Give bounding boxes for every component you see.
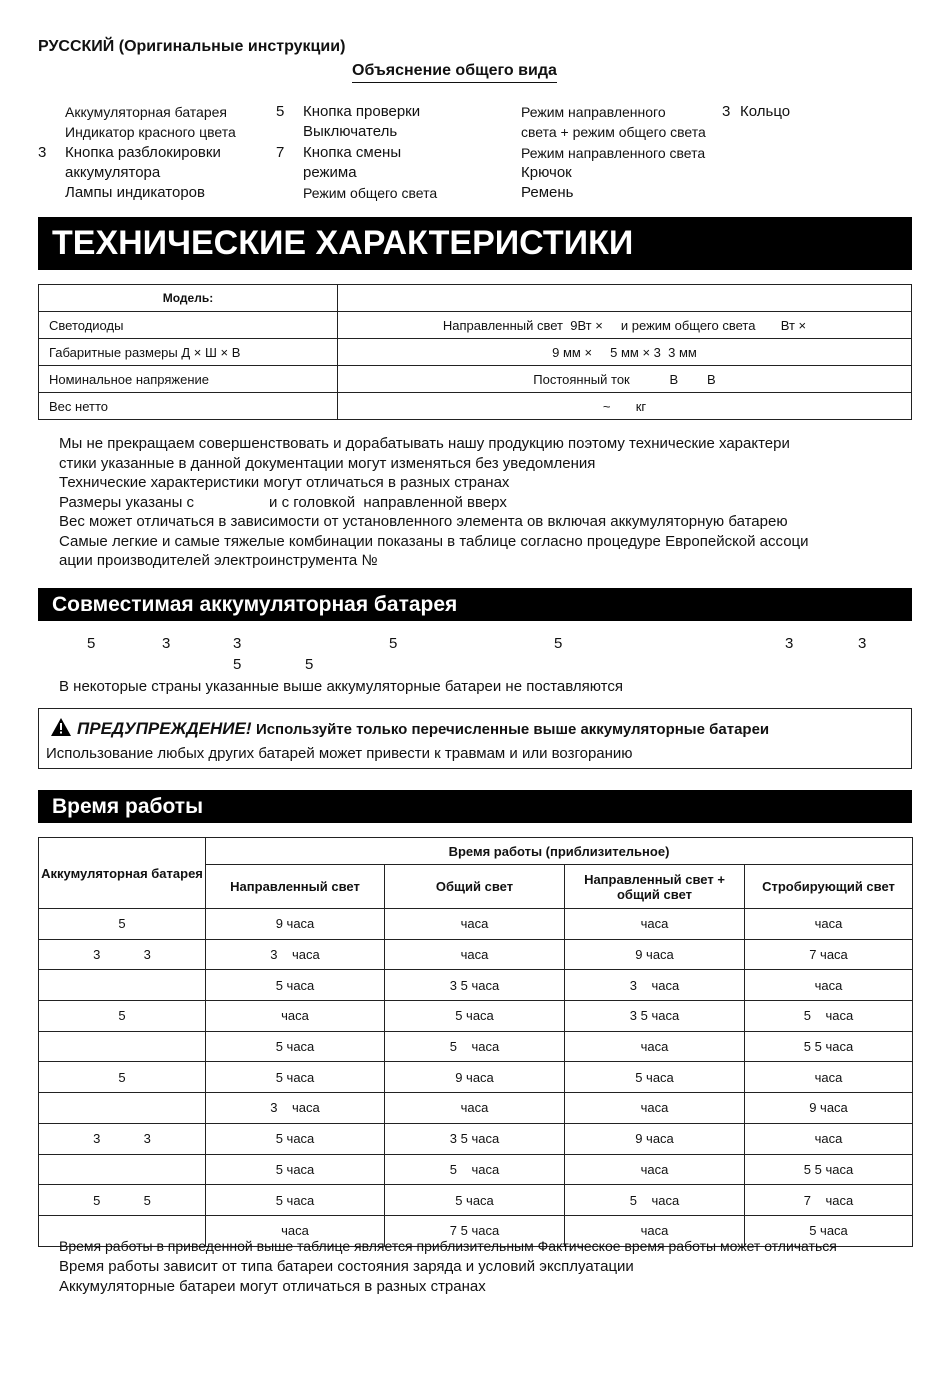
battery-cell <box>39 1154 206 1185</box>
runtime-cell: 5 5 часа <box>745 1154 913 1185</box>
warning-box <box>38 708 912 769</box>
table-row <box>39 366 912 393</box>
note-line: Размеры указаны с и с головкой направленной вверх <box>59 493 507 511</box>
spec-label: Модель: <box>39 285 338 312</box>
spec-value: 9 мм × 5 мм × 3 3 мм <box>338 339 912 366</box>
table-row <box>39 1123 913 1154</box>
spec-value <box>338 285 912 312</box>
battery-model-fragment: 3 <box>162 635 171 652</box>
part-label: Кнопка разблокировки <box>65 144 221 161</box>
table-row <box>39 1001 913 1032</box>
note-line: ации производителей электроинструмента № <box>59 552 378 569</box>
runtime-cell: 5 часа <box>206 1062 385 1093</box>
runtime-cell: 9 часа <box>565 1123 745 1154</box>
battery-cell: 5 <box>39 1062 206 1093</box>
runtime-cell: 5 часа <box>745 1001 913 1032</box>
table-row <box>39 312 912 339</box>
runtime-cell: часа <box>745 909 913 940</box>
table-row <box>39 1031 913 1062</box>
runtime-cell: часа <box>565 909 745 940</box>
runtime-cell: часа <box>385 939 565 970</box>
runtime-cell: часа <box>206 1001 385 1032</box>
battery-model-fragment: 3 <box>233 635 242 652</box>
runtime-notes <box>59 1236 837 1298</box>
part-label: Аккумуляторная батарея <box>65 104 227 120</box>
table-header-row <box>39 838 913 865</box>
general-view-subtitle: Объяснение общего вида <box>352 62 557 83</box>
runtime-cell: 5 часа <box>206 1185 385 1216</box>
runtime-cell: 5 часа <box>385 1001 565 1032</box>
battery-model-fragment: 5 <box>87 635 96 652</box>
runtime-cell: 7 часа <box>745 939 913 970</box>
part-label: Кольцо <box>740 103 791 120</box>
battery-cell: 5 5 <box>39 1185 206 1216</box>
note-line: Вес может отличаться в зависимости от установленного элемента ов включая аккумуляторную батарею <box>59 513 788 530</box>
part-number: 3 <box>38 144 47 161</box>
column-header: Направленный свет <box>206 865 385 909</box>
column-header: Общий свет <box>385 865 565 909</box>
note-line: Технические характеристики могут отличаться в разных странах <box>59 474 510 491</box>
spec-label: Номинальное напряжение <box>39 366 338 393</box>
table-row <box>39 939 913 970</box>
spec-label: Габаритные размеры Д × Ш × В <box>39 339 338 366</box>
runtime-cell: часа <box>745 970 913 1001</box>
table-row <box>39 1093 913 1124</box>
part-label: Кнопка проверки <box>303 103 421 120</box>
battery-cell: 3 3 <box>39 1123 206 1154</box>
column-header-group: Время работы (приблизительное) <box>206 838 913 865</box>
table-row <box>39 909 913 940</box>
part-label: Лампы индикаторов <box>65 184 205 201</box>
part-label: Индикатор красного цвета <box>65 124 236 140</box>
part-label: Режим направленного <box>521 104 666 120</box>
warning-triangle-icon <box>51 718 71 741</box>
runtime-cell: 9 часа <box>565 939 745 970</box>
runtime-cell: 3 часа <box>206 1093 385 1124</box>
battery-model-fragment: 5 <box>305 656 314 673</box>
runtime-cell: 5 часа <box>745 1215 913 1246</box>
runtime-cell: 3 часа <box>206 939 385 970</box>
battery-cell: 5 <box>39 1001 206 1032</box>
note-line: Мы не прекращаем совершенствовать и дорабатывать нашу продукцию поэтому технические характери <box>59 435 790 452</box>
part-label: Режим направленного света <box>521 145 706 161</box>
part-number: 3 <box>722 103 731 120</box>
table-row <box>39 1062 913 1093</box>
runtime-cell: часа <box>565 1093 745 1124</box>
battery-cell: 3 3 <box>39 939 206 970</box>
table-row <box>39 1185 913 1216</box>
runtime-cell: часа <box>385 909 565 940</box>
battery-heading: Совместимая аккумуляторная батарея <box>38 588 912 621</box>
part-label: Режим общего света <box>303 185 438 201</box>
warning-label: ПРЕДУПРЕЖДЕНИЕ! <box>77 719 252 738</box>
runtime-cell: 3 5 часа <box>385 1123 565 1154</box>
part-label: Кнопка смены <box>303 144 402 161</box>
specifications-table <box>38 284 912 420</box>
specifications-heading: ТЕХНИЧЕСКИЕ ХАРАКТЕРИСТИКИ <box>38 217 912 270</box>
part-label: Крючок <box>521 164 572 181</box>
runtime-cell: часа <box>385 1093 565 1124</box>
spec-label: Светодиоды <box>39 312 338 339</box>
runtime-cell: часа <box>565 1154 745 1185</box>
table-row <box>39 285 912 312</box>
note-line: Время работы зависит от типа батареи состояния заряда и условий эксплуатации <box>59 1257 634 1275</box>
battery-model-fragment: 3 <box>858 635 867 652</box>
column-header: Направленный свет + общий свет <box>565 865 745 909</box>
warning-text: Использование любых других батарей может привести к травмам и или возгоранию <box>46 745 633 762</box>
battery-cell: 5 <box>39 909 206 940</box>
battery-note: В некоторые страны указанные выше аккумуляторные батареи не поставляются <box>59 678 623 695</box>
runtime-cell: часа <box>565 1215 745 1246</box>
runtime-cell: 5 часа <box>206 1031 385 1062</box>
runtime-cell: 5 часа <box>385 1185 565 1216</box>
table-row <box>39 970 913 1001</box>
runtime-cell: 9 часа <box>206 909 385 940</box>
table-row <box>39 393 912 420</box>
runtime-cell: 7 5 часа <box>385 1215 565 1246</box>
note-line: стики указанные в данной документации могут изменяться без уведомления <box>59 454 596 472</box>
runtime-cell: 3 5 часа <box>565 1001 745 1032</box>
part-number: 7 <box>276 144 285 161</box>
note-line: Самые легкие и самые тяжелые комбинации показаны в таблице согласно процедуре Европейской ассоци <box>59 532 809 550</box>
battery-cell <box>39 1093 206 1124</box>
runtime-cell: 5 часа <box>385 1154 565 1185</box>
runtime-cell: 5 часа <box>206 1154 385 1185</box>
warning-bold-text: Используйте только перечисленные выше аккумуляторные батареи <box>255 721 770 738</box>
spec-label: Вес нетто <box>39 393 338 420</box>
warning-line <box>51 718 769 741</box>
part-label: Ремень <box>521 184 574 201</box>
runtime-cell: часа <box>745 1062 913 1093</box>
runtime-table <box>38 837 913 1247</box>
battery-model-fragment: 5 <box>554 635 563 652</box>
runtime-cell: 7 часа <box>745 1185 913 1216</box>
runtime-cell: 5 часа <box>385 1031 565 1062</box>
battery-model-fragment: 3 <box>785 635 794 652</box>
column-header-battery: Аккумуляторная батарея <box>39 838 206 909</box>
part-label: света + режим общего света <box>521 124 706 140</box>
battery-model-fragment: 5 <box>233 656 242 673</box>
runtime-cell: 5 часа <box>565 1185 745 1216</box>
spec-value: ~ кг <box>338 393 912 420</box>
runtime-cell: 5 5 часа <box>745 1031 913 1062</box>
runtime-cell: 5 часа <box>206 970 385 1001</box>
runtime-cell: 3 часа <box>565 970 745 1001</box>
note-line: Время работы в приведенной выше таблице является приблизительным Фактическое время работы может отличаться <box>59 1238 837 1254</box>
runtime-cell: часа <box>745 1123 913 1154</box>
table-row <box>39 1154 913 1185</box>
spec-notes <box>59 434 809 571</box>
battery-model-fragment: 5 <box>389 635 398 652</box>
part-label: Выключатель <box>303 123 398 140</box>
part-label: режима <box>303 164 357 181</box>
runtime-cell: 9 часа <box>385 1062 565 1093</box>
spec-value: Направленный свет 9Вт × и режим общего света Вт × <box>338 312 912 339</box>
part-label: аккумулятора <box>65 164 161 181</box>
runtime-cell: 3 5 часа <box>385 970 565 1001</box>
runtime-cell: часа <box>565 1031 745 1062</box>
spec-value: Постоянный ток В В <box>338 366 912 393</box>
note-line: Аккумуляторные батареи могут отличаться в разных странах <box>59 1278 486 1295</box>
battery-cell <box>39 970 206 1001</box>
runtime-heading: Время работы <box>38 790 912 823</box>
part-number: 5 <box>276 103 285 120</box>
language-heading: РУССКИЙ (Оригинальные инструкции) <box>38 38 346 55</box>
runtime-cell: часа <box>206 1215 385 1246</box>
column-header: Стробирующий свет <box>745 865 913 909</box>
runtime-cell: 9 часа <box>745 1093 913 1124</box>
runtime-cell: 5 часа <box>206 1123 385 1154</box>
runtime-cell: 5 часа <box>565 1062 745 1093</box>
table-row <box>39 339 912 366</box>
battery-cell <box>39 1031 206 1062</box>
